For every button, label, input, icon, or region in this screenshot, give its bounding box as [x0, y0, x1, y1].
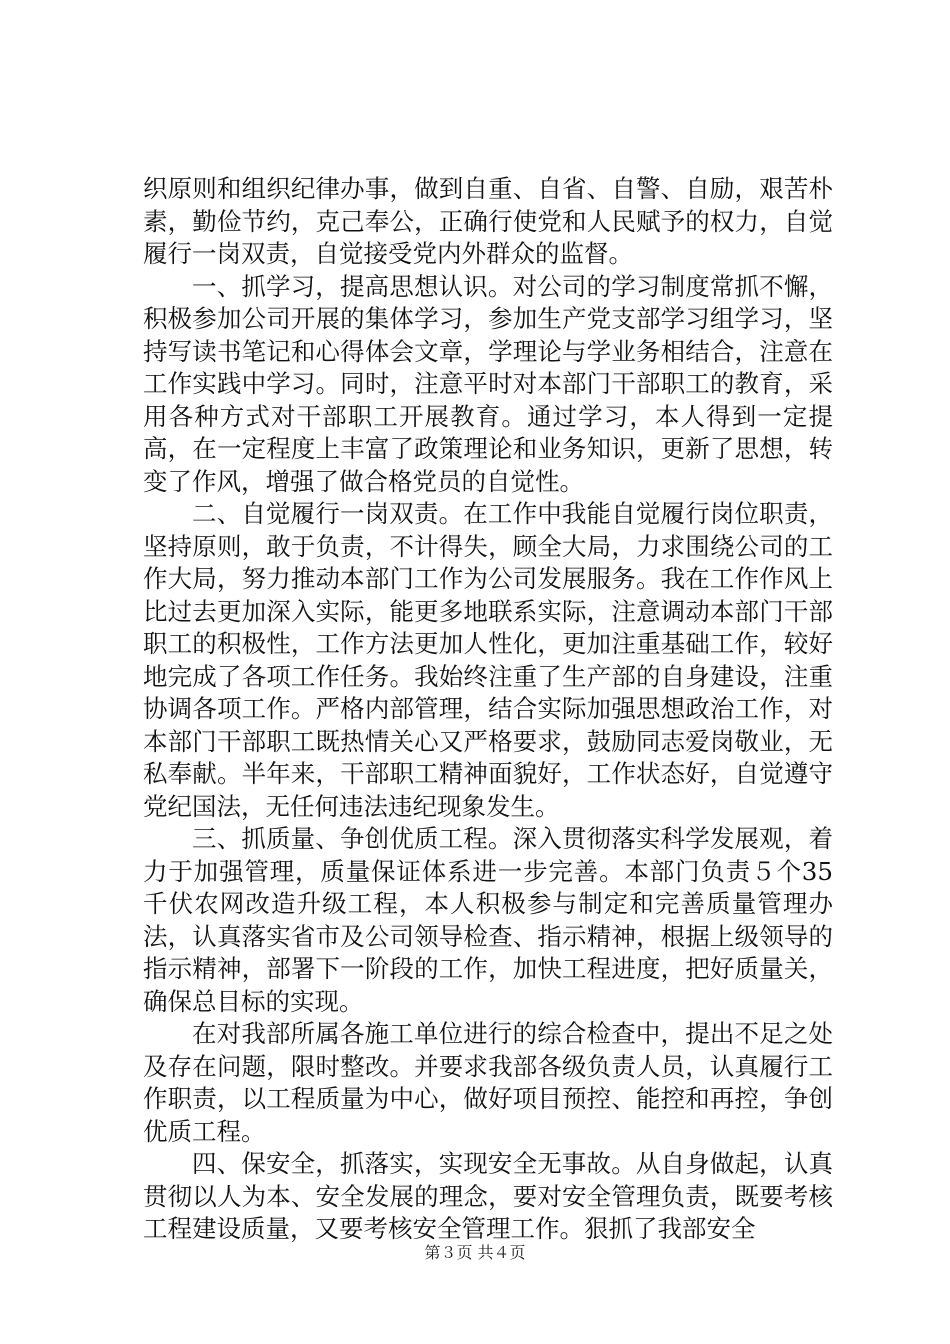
paragraph-continuation: 织原则和组织纪律办事，做到自重、自省、自警、自励，艰苦朴素，勤俭节约，克己奉公，正确行使党和人民赋予的权力，自觉履行一岗双责，自觉接受党内外群众的监督。 — [143, 174, 833, 268]
paragraph-safety: 四、保安全，抓落实，实现安全无事故。从自身做起，认真贯彻以人为本、安全发展的理念，要对安全管理负责，既要考核工程建设质量，又要考核安全管理工作。狠抓了我部安全 — [143, 1149, 833, 1243]
paragraph-inspection: 在对我部所属各施工单位进行的综合检查中，提出不足之处及存在问题，限时整改。并要求我部各级负责人员，认真履行工作职责，以工程质量为中心，做好项目预控、能控和再控，争创优质工程。 — [143, 1019, 833, 1146]
paragraph-study: 一、抓学习，提高思想认识。对公司的学习制度常抓不懈，积极参加公司开展的集体学习，参加生产党支部学习组学习，坚持写读书笔记和心得体会文章，学理论与学业务相结合，注意在工作实践中学习。同时，注意平时对本部门干部职工的教育，采用各种方式对干部职工开展教育。通过学习，本人得到一定提高，在一定程度上丰富了政策理论和业务知识，更新了思想，转变了作风，增强了做合格党员的自觉性。 — [143, 271, 833, 496]
paragraph-quality: 三、抓质量、争创优质工程。深入贯彻落实科学发展观，着力于加强管理，质量保证体系进一步完善。本部门负责５个35千伏农网改造升级工程，本人积极参与制定和完善质量管理办法，认真落实省市及公司领导检查、指示精神，根据上级领导的指示精神，部署下一阶段的工作，加快工程进度，把好质量关，确保总目标的实现。 — [143, 824, 833, 1016]
page-number-footer: 第３页 共４页 — [424, 1243, 526, 1262]
paragraph-responsibility: 二、自觉履行一岗双责。在工作中我能自觉履行岗位职责，坚持原则，敢于负责，不计得失，顾全大局，力求围绕公司的工作大局，努力推动本部门工作为公司发展服务。我在工作作风上比过去更加深入实际，能更多地联系实际，注意调动本部门干部职工的积极性，工作方法更加人性化，更加注重基础工作，较好地完成了各项工作任务。我始终注重了生产部的自身建设，注重协调各项工作。严格内部管理，结合实际加强思想政治工作，对本部门干部职工既热情关心又严格要求，鼓励同志爱岗敬业，无私奉献。半年来，干部职工精神面貌好，工作状态好，自觉遵守党纪国法，无任何违法违纪现象发生。 — [143, 499, 833, 821]
document-body — [143, 173, 833, 1246]
